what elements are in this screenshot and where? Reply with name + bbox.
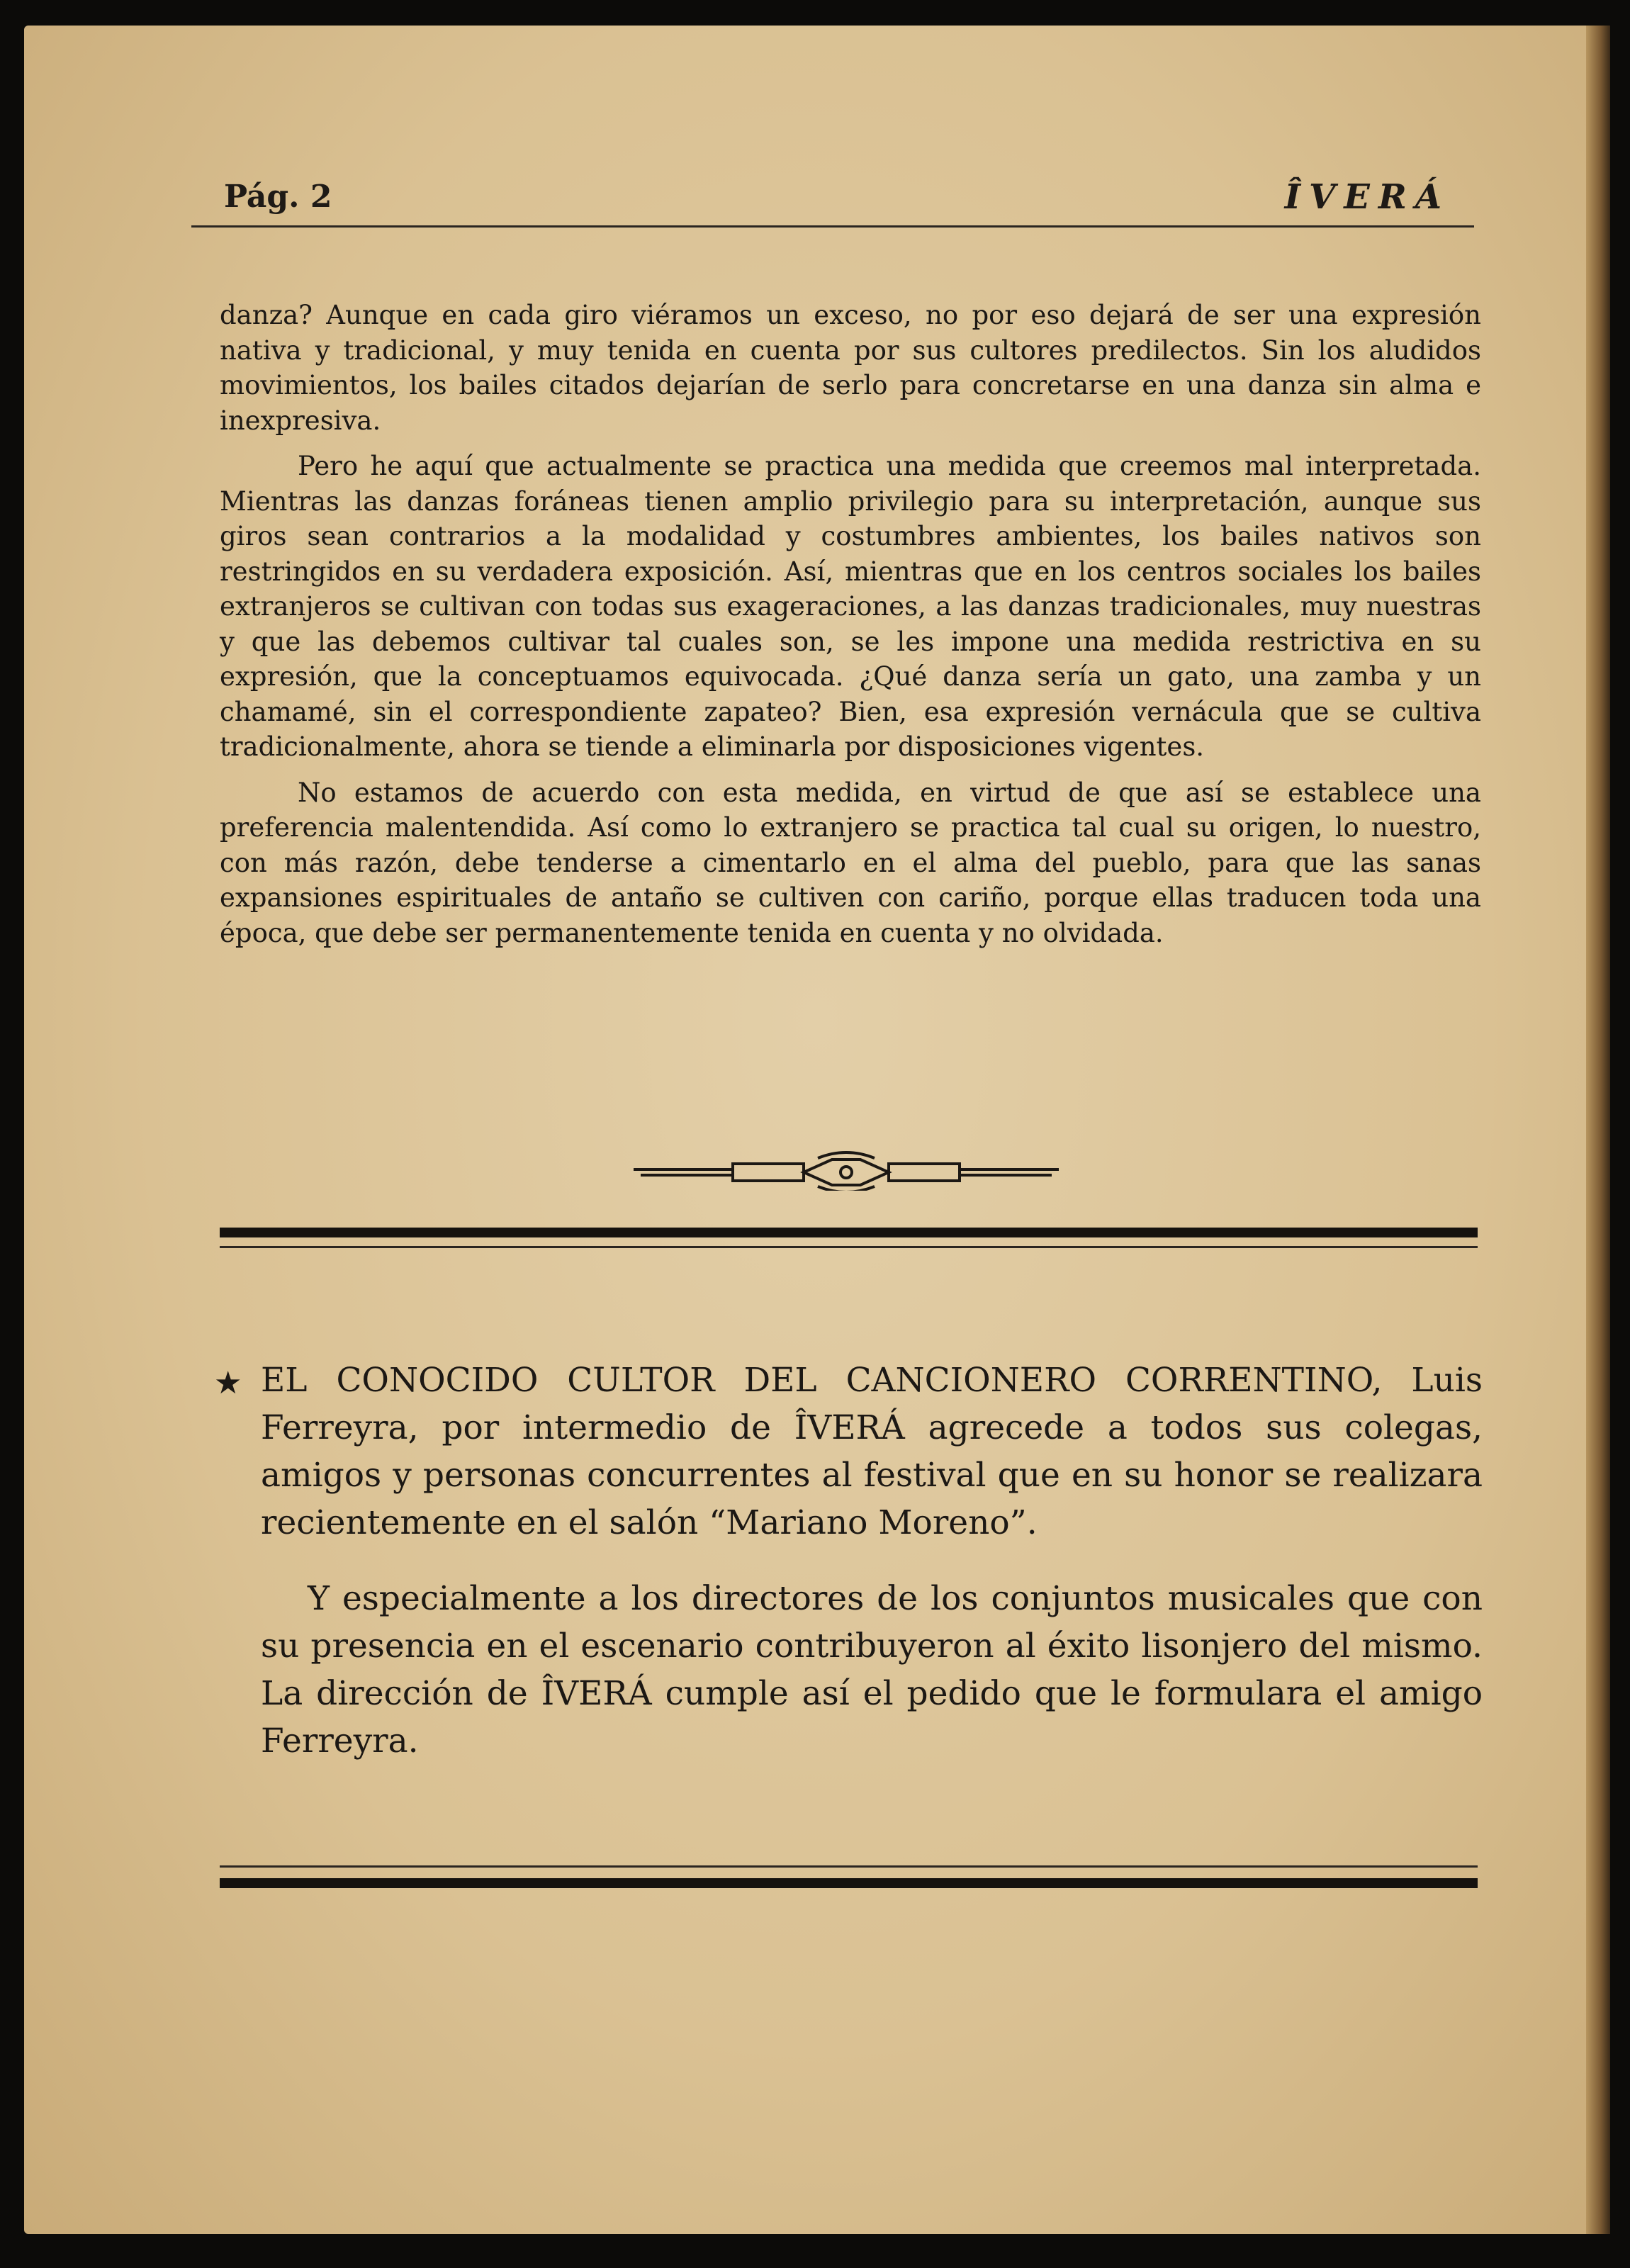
page-spine-edge — [1586, 26, 1610, 2234]
section-rule — [220, 1865, 1478, 1868]
article-body — [220, 298, 1481, 961]
notice-paragraph: EL CONOCIDO CULTOR DEL CANCIONERO CORRENTINO, Luis Ferreyra, por intermedio de ÎVERÁ agrecede a todos sus colegas, amigos y personas concurrentes al festival que en su honor se realizara recientemente en el salón “Mariano Moreno”. — [261, 1361, 1483, 1542]
section-rule — [220, 1246, 1478, 1248]
notice-box — [214, 1357, 1483, 1765]
article-paragraph: Pero he aquí que actualmente se practica una medida que creemos mal interpretada. Mientras las danzas foráneas tienen amplio privilegio para su interpretación, aunque sus giros sean contrarios a la modalidad y costumbres ambientes, los bailes nativos son restringidos en su verdadera exposición. Así, mientras que en los centros sociales los bailes extranjeros se cultivan con todas sus exageraciones, a las danzas tradicionales, muy nuestras y que las debemos cultivar tal cuales son, se les impone una medida restrictiva en su expresión, que la conceptuamos equivocada. ¿Qué danza sería un gato, una zamba y un chamamé, sin el correspondiente zapateo? Bien, esa expresión vernácula que se cultiva tradicionalmente, ahora se tiende a eliminarla por disposiciones vigentes. — [220, 451, 1481, 762]
star-icon: ★ — [214, 1365, 242, 1401]
article-paragraph: danza? Aunque en cada giro viéramos un exceso, no por eso dejará de ser una expresión nativa y tradicional, y muy tenida en cuenta por sus cultores predilectos. Sin los aludidos movimientos, los bailes citados dejarían de serlo para concretarse en una danza sin alma e inexpresiva. — [220, 300, 1481, 436]
page-header — [191, 172, 1474, 228]
ornament-divider-icon — [626, 1144, 1066, 1191]
page-number: Pág. 2 — [224, 179, 332, 215]
notice-paragraph: Y especialmente a los directores de los conjuntos musicales que con su presencia en el escenario contribuyeron al éxito lisonjero del mismo. La dirección de ÎVERÁ cumple así el pedido que le formulara el amigo Ferreyra. — [261, 1579, 1483, 1761]
section-rule — [220, 1878, 1478, 1888]
magazine-page — [24, 26, 1610, 2234]
article-paragraph: No estamos de acuerdo con esta medida, en virtud de que así se establece una preferencia malentendida. Así como lo extranjero se practica tal cual su origen, lo nuestro, con más razón, debe tenderse a cimentarlo en el alma del pueblo, para que las sanas expansiones espirituales de antaño se cultiven con cariño, porque ellas traducen toda una época, que debe ser permanentemente tenida en cuenta y no olvidada. — [220, 777, 1481, 948]
section-rule — [220, 1228, 1478, 1237]
publication-title: ÎVERÁ — [1284, 177, 1450, 217]
